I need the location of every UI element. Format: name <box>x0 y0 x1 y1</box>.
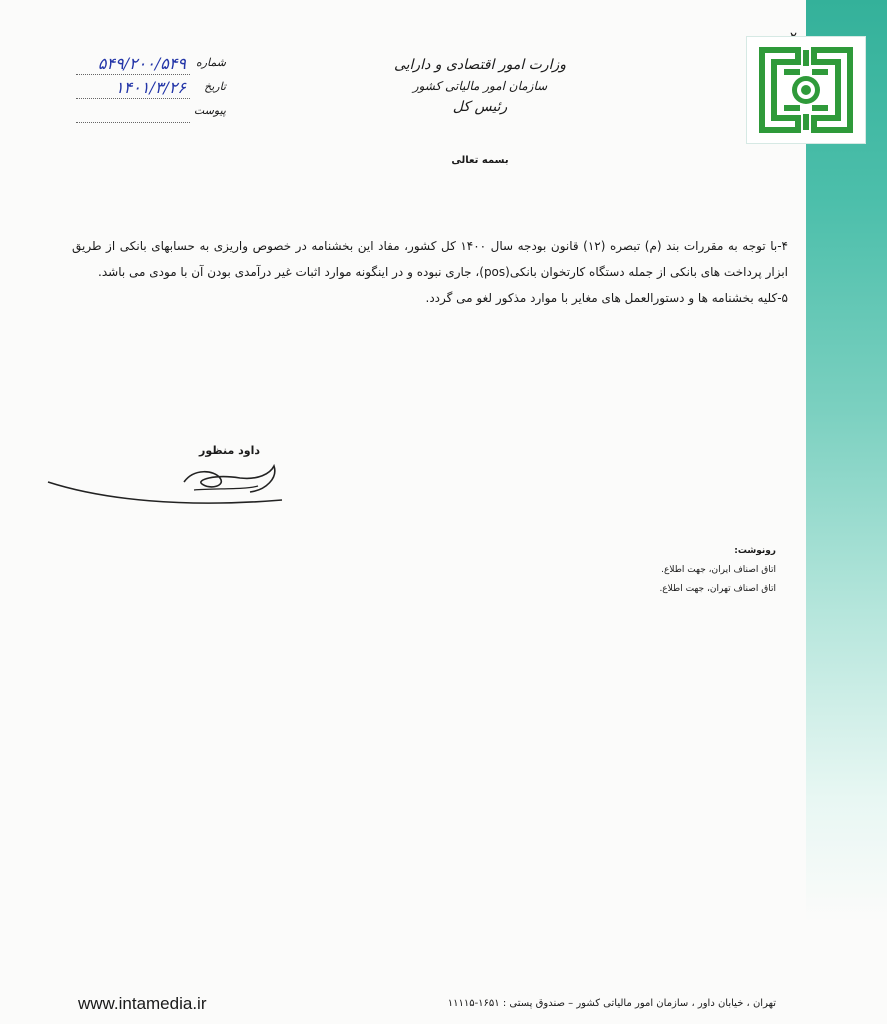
date-label: تاریخ <box>204 80 226 93</box>
number-value: ۵۴۹/۲۰۰/۵۴۹ <box>97 54 186 73</box>
paragraph-5: ۵-کلیه بخشنامه ها و دستورالعمل های مغایر با موارد مذکور لغو می گردد. <box>425 291 788 305</box>
organization-name: سازمان امور مالیاتی کشور <box>412 79 548 93</box>
tax-organization-logo <box>746 36 866 144</box>
date-row <box>36 80 226 104</box>
emblem-icon <box>756 44 856 136</box>
green-side-band <box>806 0 887 1024</box>
basmala: بسمه تعالی <box>451 155 509 166</box>
attachment-dotted-line <box>76 122 190 123</box>
number-row <box>36 56 226 80</box>
signatory-name: داود منظور <box>199 444 260 457</box>
letter-meta <box>36 56 226 128</box>
number-label: شماره <box>195 56 226 69</box>
cc-title: رونوشت: <box>734 546 776 556</box>
number-dotted-line <box>76 74 190 75</box>
paragraph-4: ۴-با توجه به مقررات بند (م) تبصره (۱۲) قانون بودجه سال ۱۴۰۰ کل کشور، مفاد این بخشنامه در خصوص واریزی به حسابهای بانکی از طریق ابزار پرداخت های بانکی از جمله دستگاه کارتخوان بانکی(pos)، جاری نبوده و در اینگونه موارد اثبات غیر درآمدی بودن آن با مودی می باشد. <box>72 239 788 279</box>
letter-body <box>72 233 788 311</box>
cc-item: اتاق اصناف تهران، جهت اطلاع. <box>659 584 776 594</box>
signature-icon <box>44 460 294 520</box>
footer-url: www.intamedia.ir <box>78 994 207 1013</box>
attachment-label: پیوست <box>193 104 226 117</box>
date-dotted-line <box>76 98 190 99</box>
attachment-row <box>36 104 226 128</box>
chief-title: رئیس کل <box>452 99 508 115</box>
letterhead <box>390 54 570 118</box>
ministry-name: وزارت امور اقتصادی و دارایی <box>393 57 567 73</box>
date-value: ۱۴۰۱/۳/۲۶ <box>115 78 186 97</box>
carbon-copy <box>600 542 776 599</box>
cc-item: اتاق اصناف ایران، جهت اطلاع. <box>661 565 776 575</box>
footer-address: تهران ، خیابان داور ، سازمان امور مالیاتی کشور – صندوق پستی : ۱۶۵۱-۱۱۱۱۵ <box>447 998 776 1009</box>
